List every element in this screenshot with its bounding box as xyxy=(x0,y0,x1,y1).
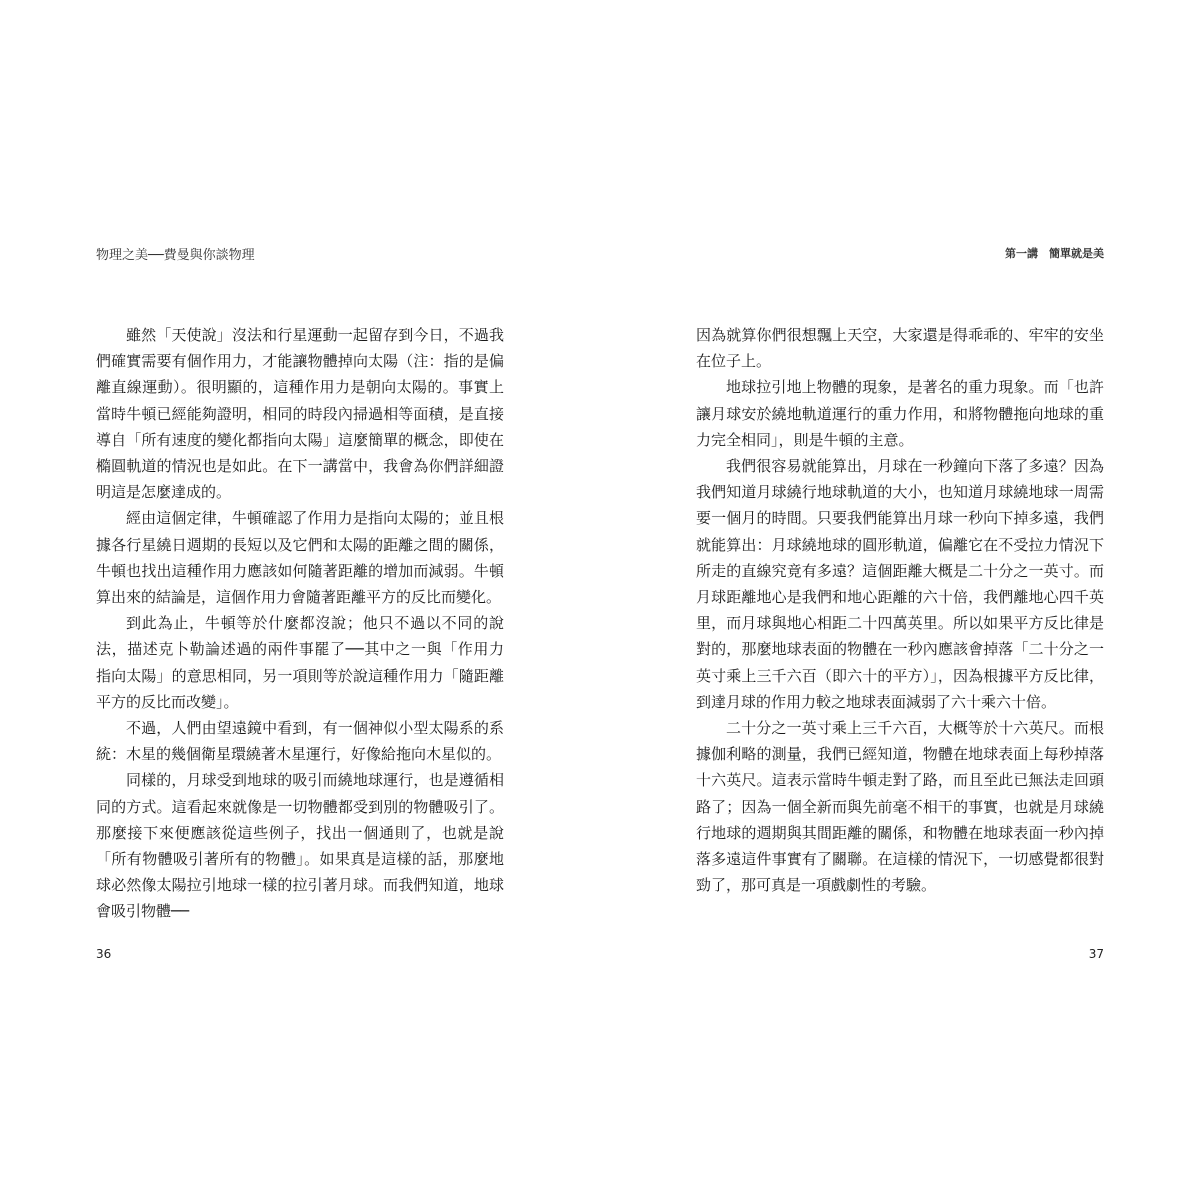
right-page xyxy=(696,0,1104,1200)
paragraph: 經由這個定律，牛頓確認了作用力是指向太陽的；並且根據各行星繞日週期的長短以及它們和太陽的距離之間的關係，牛頓也找出這種作用力應該如何隨著距離的增加而減弱。牛頓算出來的結論是，這個作用力會隨著距離平方的反比而變化。 xyxy=(96,509,504,607)
paragraph: 同樣的，月球受到地球的吸引而繞地球運行，也是遵循相同的方式。這看起來就像是一切物體都受到別的物體吸引了。那麼接下來便應該從這些例子，找出一個通則了，也就是說「所有物體吸引著所有的物體」。如果真是這樣的話，那麼地球必然像太陽拉引地球一樣的拉引著月球。而我們知道，地球會吸引物體── xyxy=(96,771,504,921)
running-head-book-title: 物理之美──費曼與你談物理 xyxy=(96,248,255,263)
left-page xyxy=(96,0,504,1200)
page-number: 36 xyxy=(96,947,112,961)
left-body-text xyxy=(96,322,504,925)
page-number: 37 xyxy=(1088,947,1104,961)
paragraph: 我們很容易就能算出，月球在一秒鐘向下落了多遠？因為我們知道月球繞行地球軌道的大小，也知道月球繞地球一周需要一個月的時間。只要我們能算出月球一秒向下掉多遠，我們就能算出：月球繞地球的圓形軌道，偏離它在不受拉力情況下所走的直線究竟有多遠？這個距離大概是二十分之一英寸。而月球距離地心是我們和地心距離的六十倍，我們離地心四千英里，而月球與地心相距二十四萬英里。所以如果平方反比律是對的，那麼地球表面的物體在一秒內應該會掉落「二十分之一英寸乘上三千六百（即六十的平方）」，因為根據平方反比律，到達月球的作用力較之地球表面減弱了六十乘六十倍。 xyxy=(696,457,1104,711)
running-head-chapter-title: 第一講 簡單就是美 xyxy=(1005,247,1104,260)
paragraph: 二十分之一英寸乘上三千六百，大概等於十六英尺。而根據伽利略的測量，我們已經知道，物體在地球表面上每秒掉落十六英尺。這表示當時牛頓走對了路，而且至此已無法走回頭路了；因為一個全新而與先前毫不相干的事實，也就是月球繞行地球的週期與其間距離的關係，和物體在地球表面一秒內掉落多遠這件事實有了關聯。在這樣的情況下，一切感覺都很對勁了，那可真是一項戲劇性的考驗。 xyxy=(696,719,1104,895)
paragraph: 到此為止，牛頓等於什麼都沒說；他只不過以不同的說法，描述克卜勒論述過的兩件事罷了──其中之一與「作用力指向太陽」的意思相同，另一項則等於說這種作用力「隨距離平方的反比而改變」。 xyxy=(96,614,504,711)
paragraph: 雖然「天使說」沒法和行星運動一起留存到今日，不過我們確實需要有個作用力，才能讓物體掉向太陽（注：指的是偏離直線運動）。很明顯的，這種作用力是朝向太陽的。事實上當時牛頓已經能夠證明，相同的時段內掃過相等面積，是直接導自「所有速度的變化都指向太陽」這麼簡單的概念，即使在橢圓軌道的情況也是如此。在下一講當中，我會為你們詳細證明這是怎麼達成的。 xyxy=(96,326,504,502)
right-body-text xyxy=(696,322,1104,898)
paragraph: 因為就算你們很想飄上天空，大家還是得乖乖的、牢牢的安坐在位子上。 xyxy=(696,326,1104,371)
paragraph: 地球拉引地上物體的現象，是著名的重力現象。而「也許讓月球安於繞地軌道運行的重力作用，和將物體拖向地球的重力完全相同」，則是牛頓的主意。 xyxy=(696,378,1104,449)
paragraph: 不過，人們由望遠鏡中看到，有一個神似小型太陽系的系統：木星的幾個衛星環繞著木星運行，好像給拖向木星似的。 xyxy=(96,719,504,764)
